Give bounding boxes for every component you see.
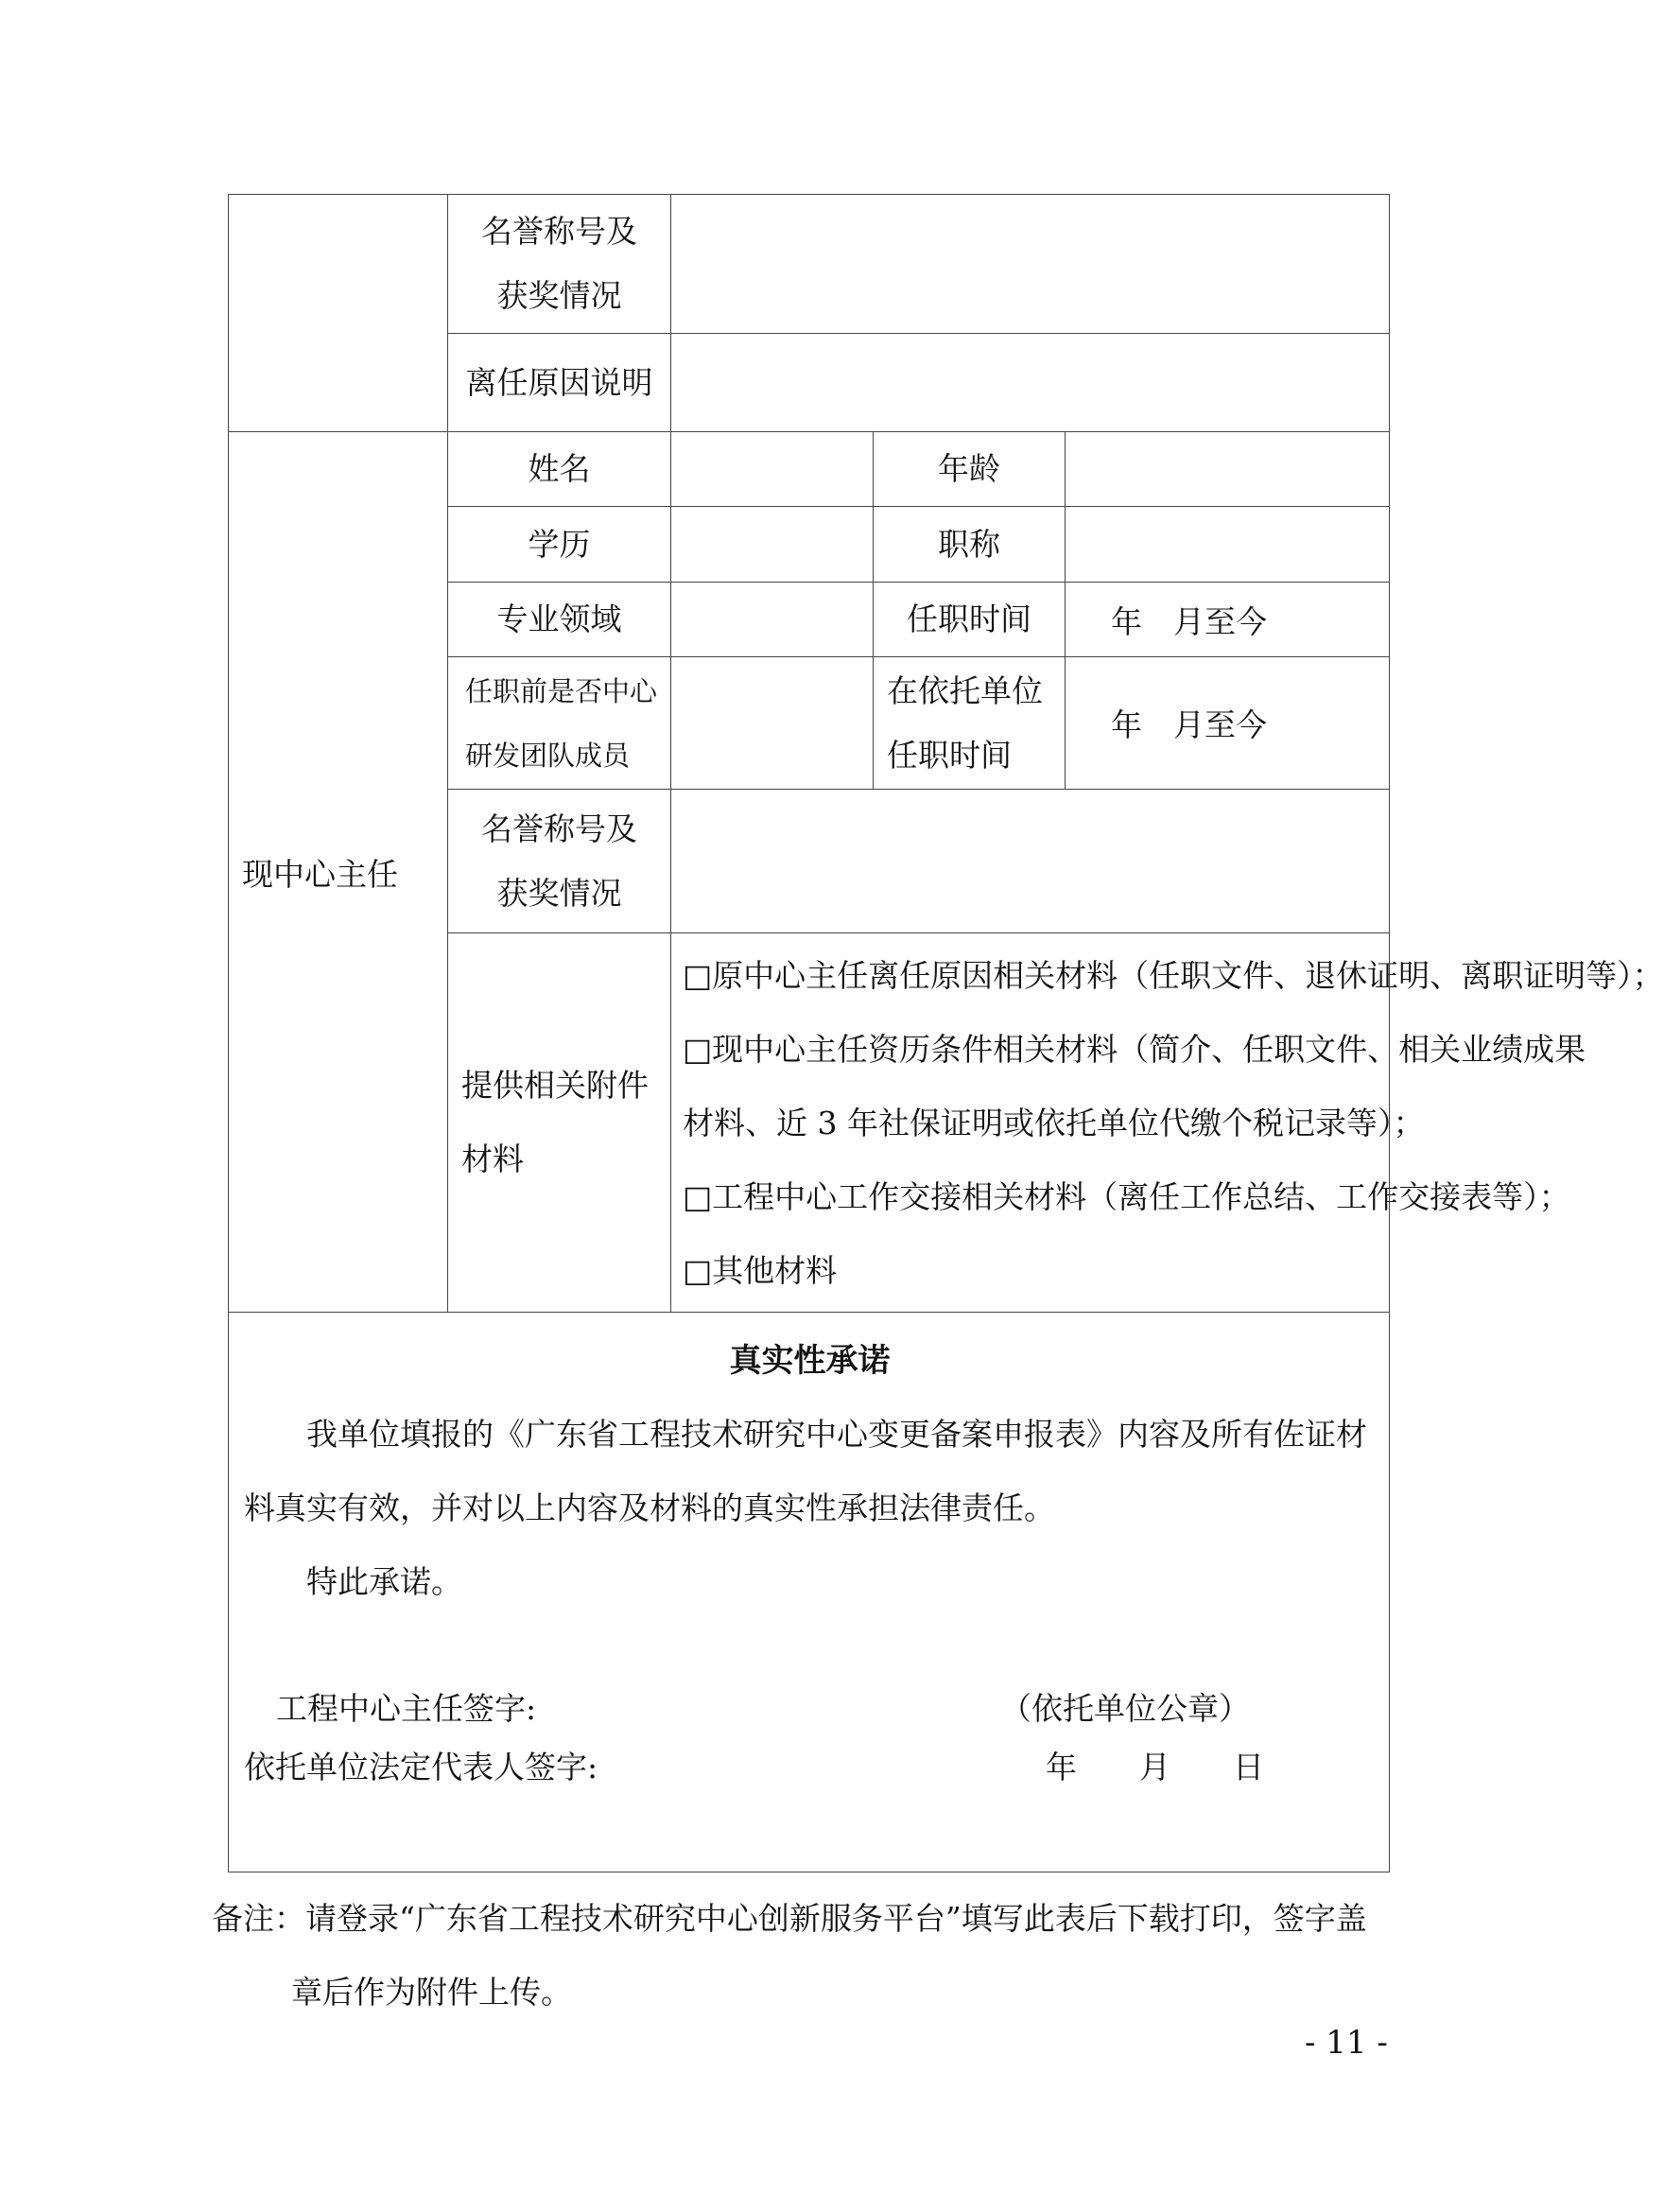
education-value[interactable]	[671, 507, 874, 583]
title-value[interactable]	[1066, 507, 1390, 583]
director-signature-label: 工程中心主任签字:	[276, 1690, 537, 1727]
footnote-line2: 章后作为附件上传。	[291, 1974, 572, 2011]
prev-director-section-cell	[229, 195, 448, 432]
leave-reason-label: 离任原因说明	[448, 334, 671, 432]
prev-honors-label: 名誉称号及 获奖情况	[448, 195, 671, 334]
attachment-item[interactable]: □工程中心工作交接相关材料（离任工作总结、工作交接表等）；	[683, 1178, 1570, 1215]
term-value[interactable]: 年 月至今	[1066, 583, 1390, 657]
host-term-label: 在依托单位 任职时间	[874, 657, 1066, 790]
page-number: - 11 -	[1305, 2024, 1388, 2062]
promise-text-line1: 我单位填报的《广东省工程技术研究中心变更备案申报表》内容及所有佐证材	[306, 1416, 1367, 1453]
attachment-item[interactable]: □现中心主任资历条件相关材料（简介、任职文件、相关业绩成果	[683, 1031, 1586, 1068]
current-honors-value[interactable]	[671, 790, 1390, 933]
current-director-section-label: 现中心主任	[229, 432, 448, 1313]
leave-reason-value[interactable]	[671, 334, 1390, 432]
attachment-item[interactable]: □原中心主任离任原因相关材料（任职文件、退休证明、离职证明等）；	[683, 957, 1664, 994]
age-value[interactable]	[1066, 432, 1390, 507]
education-label: 学历	[448, 507, 671, 583]
host-term-value[interactable]: 年 月至今	[1066, 657, 1390, 790]
footnote-line1: 备注：请登录“广东省工程技术研究中心创新服务平台”填写此表后下载打印，签字盖	[212, 1900, 1367, 1937]
field-value[interactable]	[671, 583, 874, 657]
promise-title: 真实性承诺	[729, 1342, 891, 1380]
seal-label: （依托单位公章）	[1000, 1690, 1250, 1727]
name-label: 姓名	[448, 432, 671, 507]
attachment-item: 材料、近 3 年社保证明或依托单位代缴个税记录等）；	[683, 1105, 1425, 1141]
sign-date: 年 月 日	[1046, 1749, 1264, 1785]
attachments-list	[671, 933, 1664, 1313]
footnote	[212, 1882, 1403, 2029]
name-value[interactable]	[671, 432, 874, 507]
title-label: 职称	[874, 507, 1066, 583]
promise-closing: 特此承诺。	[306, 1563, 462, 1600]
prev-honors-value[interactable]	[671, 195, 1390, 334]
attachments-section-label: 提供相关附件 材料	[448, 933, 671, 1313]
field-label: 专业领域	[448, 583, 671, 657]
change-form-table	[228, 194, 1664, 1872]
current-honors-label: 名誉称号及 获奖情况	[448, 790, 671, 933]
age-label: 年龄	[874, 432, 1066, 507]
legal-rep-signature-label: 依托单位法定代表人签字:	[244, 1749, 598, 1785]
attachment-item[interactable]: □其他材料	[683, 1252, 838, 1289]
team-member-label: 任职前是否中心 研发团队成员	[448, 657, 671, 790]
authenticity-promise	[229, 1313, 1390, 1872]
team-member-value[interactable]	[671, 657, 874, 790]
promise-text-line2: 料真实有效，并对以上内容及材料的真实性承担法律责任。	[244, 1489, 1055, 1526]
term-label: 任职时间	[874, 583, 1066, 657]
